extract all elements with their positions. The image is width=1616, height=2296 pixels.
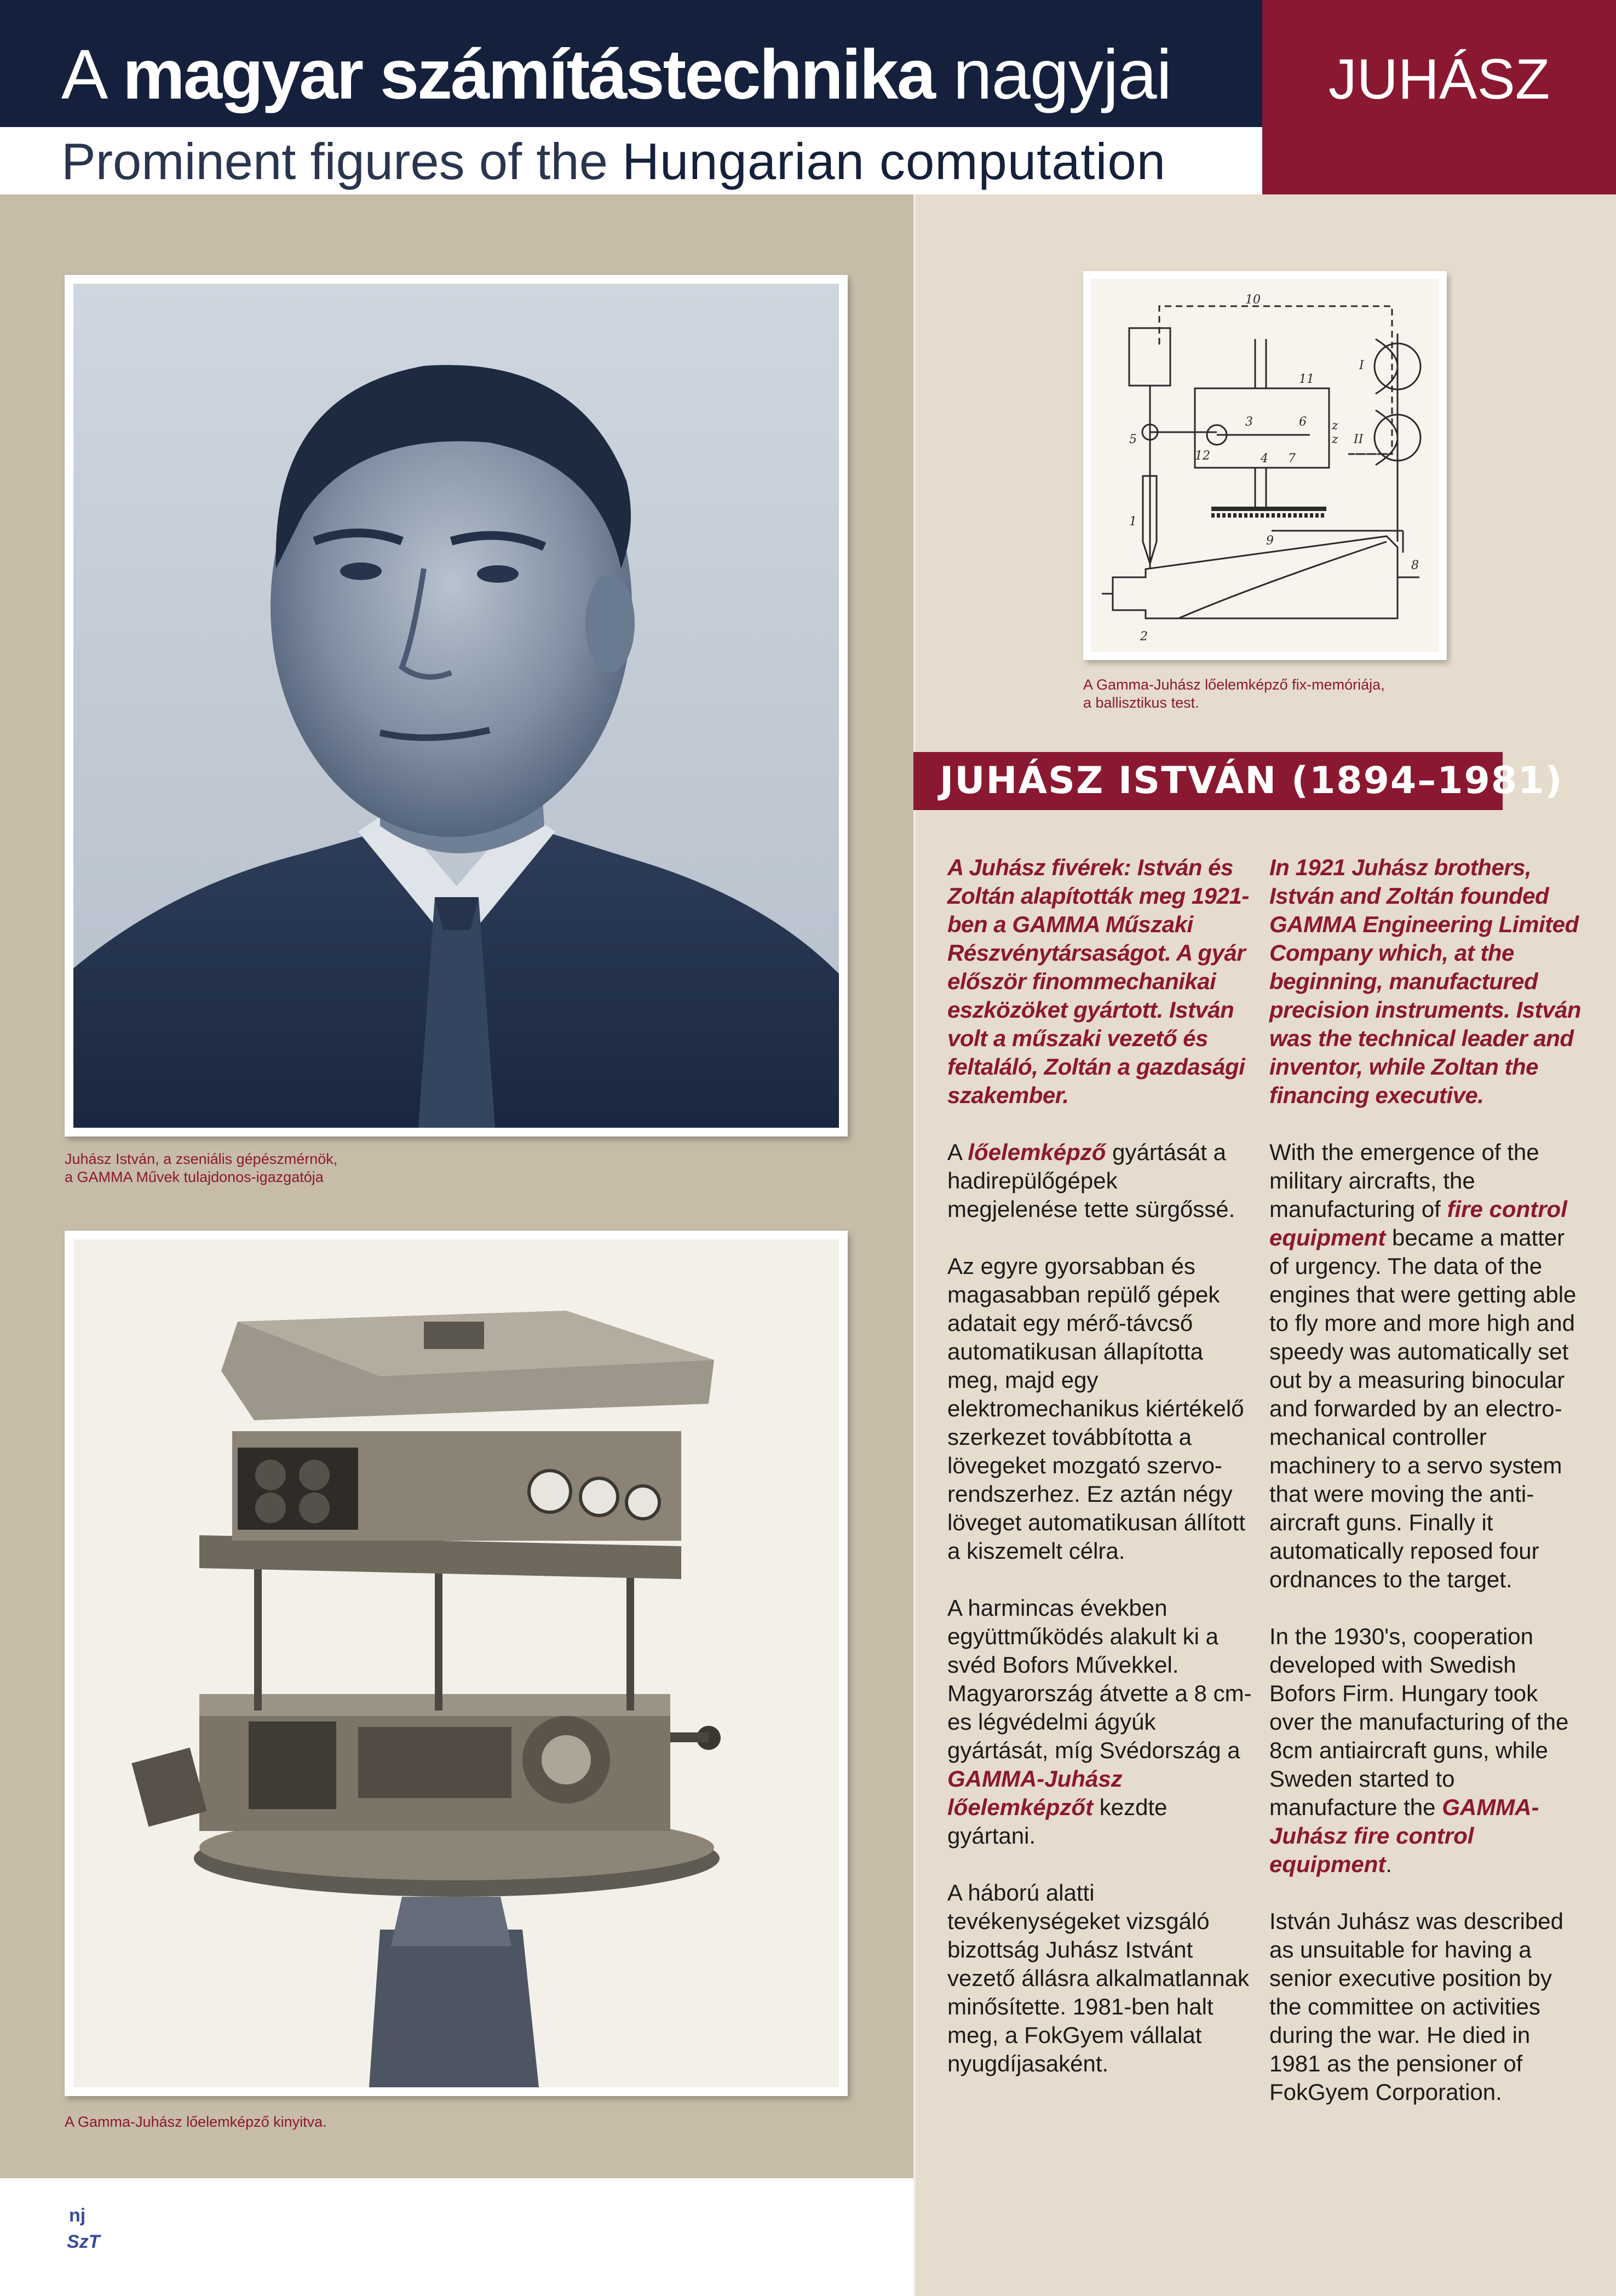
diagram-image [1091,279,1439,652]
subtitle-emphasis: Hungarian computation [622,133,1166,190]
page-subtitle [61,129,1166,194]
diagram-label: 9 [1266,534,1274,548]
diagram-label: 7 [1288,452,1296,466]
diagram-label: 12 [1195,449,1210,463]
hu-paragraph-4: A háború alatti tevékenységeket vizsgáló bizottság Juhász Istvánt vezető állásra alkalmatlannak minősítette. 1981-ben halt meg, a FokGyem vállalat nyugdíjasaként. [947,1880,1249,2076]
diagram-caption-line-1: A Gamma-Juhász lőelemképző fix-memóriája, [1083,676,1385,693]
hu-p1-start: A [947,1139,962,1165]
en-p1-highlight: fire control equipment [1269,1196,1567,1250]
hu-intro: A Juhász fivérek: István és Zoltán alapították meg 1921-ben a GAMMA Műszaki Részvénytársaságot. A gyár először finommechanikai eszközöket gyártott. István volt a műszaki vezető és feltaláló, Zoltán a gazdasági szakember. [947,854,1249,1108]
hu-p1-end: gyártását a hadirepülőgépek megjelenése tette sürgőssé. [947,1139,1235,1222]
hu-p3-start: A harmincas években együttműködés alakult ki a svéd Bofors Művekkel. Magyarország átvette a 8 cm-es légvédelmi ágyúk gyártását, míg Svédország a [947,1595,1252,1763]
hu-p1-highlight: lőelemképző [968,1139,1106,1165]
en-p1-end: became a matter of urgency. The data of the engines that were getting able to fly more and more high and speedy was automatically set out by a measuring binocular and forwarded by an electro-mechanical controller machinery to a servo system that were moving the anti-aircraft guns. Finally it automatically reposed four ordnances to the target. [1269,1225,1577,1592]
device-photo [65,1231,848,2096]
hu-p3-end: kezdte gyártani. [947,1794,1168,1849]
page-title [61,34,1171,116]
diagram-label: 11 [1299,372,1314,386]
column-divider [913,194,916,2296]
diagram-photo [1083,271,1447,660]
en-intro: In 1921 Juhász brothers, István and Zoltán founded GAMMA Engineering Limited Company which, at the beginning, manufactured precision instruments. István was the technical leader and inventor, while Zoltan the financing executive. [1269,854,1581,1108]
svg-text:nj: nj [69,2205,86,2226]
diagram-label: II [1354,433,1364,446]
diagram-label: 5 [1129,433,1137,446]
portrait-caption-line-1: Juhász István, a zseniális gépészmérnök, [65,1151,338,1167]
device-caption: A Gamma-Juhász lőelemképző kinyitva. [65,2114,327,2130]
diagram-label: 4 [1261,452,1268,466]
hu-paragraph-3 [947,1594,1254,1850]
en-paragraph-1 [1269,1138,1587,1594]
hungarian-text-column [947,853,1254,2106]
en-p1-start: With the emergence of the military aircrafts, the manufacturing of [1269,1139,1539,1222]
diagram-label: I [1359,359,1364,372]
device-image [73,1239,839,2087]
device-illustration [73,1239,839,2087]
diagram-label: z [1332,419,1338,433]
portrait-photo [65,275,848,1136]
svg-text:SzT: SzT [67,2231,100,2252]
diagram-label: 1 [1129,515,1137,529]
diagram-label: 3 [1245,415,1253,429]
ballistic-memory-diagram [1091,279,1439,652]
hu-paragraph-2: Az egyre gyorsabban és magasabban repülő gépek adatait egy mérő-távcső automatikusan állapította meg, majd egy elektromechanikus kiértékelő szerkezet továbbította a lövegeket mozgató szervo-rendszerhez. Ez aztán négy löveget automatikusan állított a kiszemelt célra. [947,1253,1245,1564]
njszt-logo [65,2201,103,2255]
title-suffix: nagyjai [953,36,1172,114]
en-p2-highlight: GAMMA-Juhász fire control equipment [1269,1794,1539,1877]
diagram-label: 2 [1140,630,1148,644]
en-p2-end: . [1385,1851,1393,1877]
diagram-label: 8 [1411,559,1419,572]
en-paragraph-2 [1269,1622,1587,1879]
title-prefix: A [61,36,104,114]
subtitle-prefix: Prominent figures of the [61,133,608,190]
portrait-image [73,284,839,1128]
diagram-label: 6 [1299,415,1307,429]
diagram-label: z [1332,433,1338,446]
diagram-label: 10 [1245,293,1261,307]
en-p2-start: In the 1930's, cooperation developed with Swedish Bofors Firm. Hungary took over the manufacturing of the 8cm antiaircraft guns, while Sweden started to manufacture the [1269,1623,1569,1820]
english-text-column [1269,853,1587,2135]
portrait-caption-line-2: a GAMMA Művek tulajdonos-igazgatója [65,1169,324,1185]
logo-mark [65,2201,103,2255]
footer-band [0,2178,913,2296]
title-emphasis: magyar számítástechnika [122,36,934,114]
hu-paragraph-1 [947,1138,1254,1224]
diagram-caption-line-2: a ballisztikus test. [1083,694,1199,711]
name-tag: JUHÁSZ [1328,48,1550,111]
portrait-illustration [73,284,839,1128]
en-paragraph-3: István Juhász was described as unsuitable for having a senior executive position by the committee on activities during the war. He died in 1981 as the pensioner of FokGyem Corporation. [1269,1908,1563,2105]
hu-p3-highlight: GAMMA-Juhász lőelemképzőt [947,1766,1123,1820]
bio-title: JUHÁSZ ISTVÁN (1894–1981) [940,759,1563,802]
